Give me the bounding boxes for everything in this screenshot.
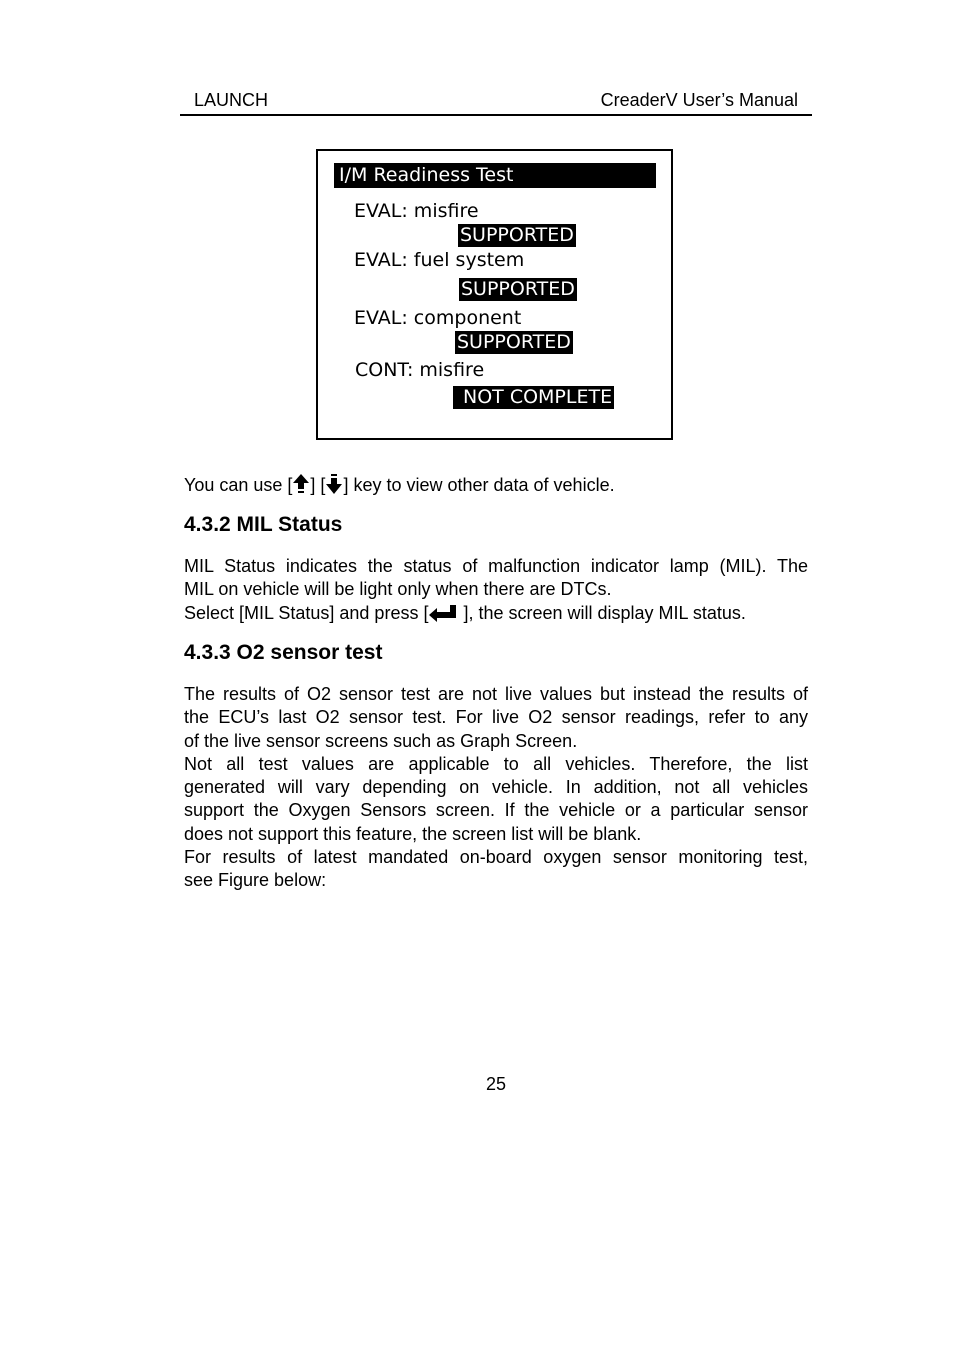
header-left: LAUNCH bbox=[194, 90, 269, 110]
text-line: Select [MIL Status] and press [ ], the screen will display MIL status. bbox=[184, 602, 808, 629]
text-line: the ECU’s last O2 sensor test. For live O2 sensor readings, refer to any bbox=[184, 707, 808, 728]
header-right: CreaderV User’s Manual bbox=[600, 90, 798, 110]
down-arrow-key-icon bbox=[325, 473, 343, 501]
mil-paragraph bbox=[184, 555, 808, 629]
text-line: For results of latest mandated on-board oxygen sensor monitoring test, bbox=[184, 847, 808, 868]
text-line: MIL on vehicle will be light only when there are DTCs. bbox=[184, 579, 612, 600]
text-line: does not support this feature, the screen list will be blank. bbox=[184, 823, 642, 844]
page-number: 25 bbox=[485, 1074, 507, 1094]
screen-item-status: NOT COMPLETE bbox=[453, 386, 614, 409]
enter-key-icon bbox=[428, 603, 458, 629]
o2-paragraph bbox=[184, 683, 808, 893]
screen-item-status: SUPPORTED bbox=[460, 224, 574, 246]
nav-instruction: You can use [ ] [ ] key to view other data of vehicle. bbox=[184, 473, 808, 501]
header-rule bbox=[180, 114, 812, 116]
screen-title: I/M Readiness Test bbox=[334, 163, 656, 188]
up-arrow-key-icon bbox=[292, 473, 310, 501]
screen-item-label: EVAL: misfire bbox=[354, 200, 479, 222]
text-line: generated will vary depending on vehicle. In addition, not all vehicles bbox=[184, 777, 808, 798]
text-line: see Figure below: bbox=[184, 870, 327, 891]
text-line: The results of O2 sensor test are not live values but instead the results of bbox=[184, 684, 808, 704]
screen-item-status: SUPPORTED bbox=[461, 278, 575, 300]
text-line: MIL Status indicates the status of malfunction indicator lamp (MIL). The bbox=[184, 556, 808, 576]
section-heading: 4.3.2 MIL Status bbox=[184, 513, 343, 536]
text-line: of the live sensor screens such as Graph Screen. bbox=[184, 730, 578, 751]
screen-item-label: EVAL: component bbox=[354, 307, 522, 329]
device-screen bbox=[316, 149, 673, 440]
screen-item-label: CONT: misfire bbox=[355, 359, 485, 381]
text-line: support the Oxygen Sensors screen. If the vehicle or a particular sensor bbox=[184, 800, 808, 821]
screen-item-label: EVAL: fuel system bbox=[354, 249, 525, 271]
text-line: Not all test values are applicable to all vehicles. Therefore, the list bbox=[184, 753, 808, 774]
section-heading: 4.3.3 O2 sensor test bbox=[184, 641, 383, 664]
screen-item-status: SUPPORTED bbox=[457, 331, 571, 353]
